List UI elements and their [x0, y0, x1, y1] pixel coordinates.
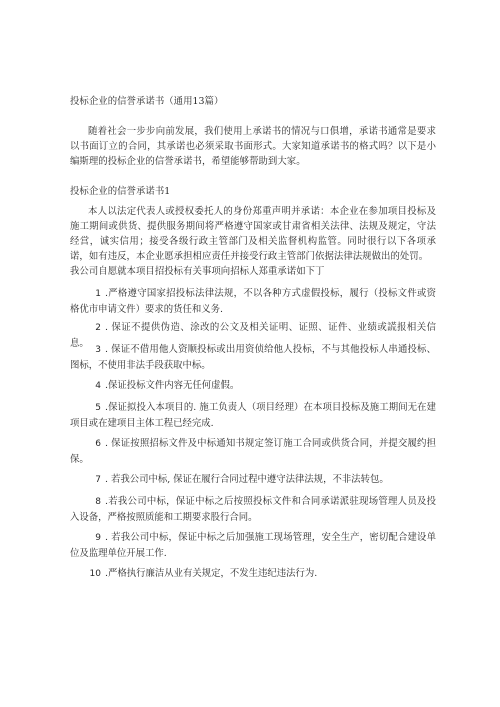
- item-text: . 保证不提供伪造、涂改的公文及相关证明、证照、证件、业绩或謊报相关信息。: [70, 322, 436, 349]
- item-text: .严格执行廉洁从业有关规定，不发生违纪违法行为.: [105, 568, 318, 579]
- list-item: [70, 494, 436, 525]
- intro-paragraph: 随着社会一步步向前发展，我们使用上承诺书的情况与口俱增，承诺书通常是要求以书面订立的合同，其承诺也必须采取书面形式。大家知道承诺书的格式吗？以下是小编斯理的投标企业的信誉承诺书，希望能够帮助到大家。: [70, 126, 436, 167]
- commitment-paragraph: 本人以法定代表人或授权委托人的身份郑重声明并承诺：本企业在参加项目投标及施工期间或供货、提供服务期间将严格遵守国家或甘肃省相关法律、法规及规定，守法经営，诚实信用；接受各级行政主管部门及相关监督机构监管。同时很行以下各项承诺，如有违反，本企业愿承担相应责任并接受行政主管部门依据法律法规做出的处罚。: [70, 206, 436, 262]
- item-text: .严格遵守国家招投标法律法规，不以各种方式虚假投标，履行（投标文件或资格优市申请文件）要求的货任和义务.: [70, 288, 436, 315]
- item-text: . 保证不借用他人资顺投标或出用资侦给他人投标，不与其他投标人串通投标、图标，不使用非法手段获取中标。: [70, 344, 436, 371]
- item-number: 4: [95, 381, 101, 391]
- list-item: [70, 342, 436, 373]
- list-item: [70, 378, 436, 394]
- list-item: [70, 436, 436, 467]
- item-text: . 若我公司中标, 保证在履行合同过程中遵守法律法规，不非法转包。: [105, 474, 389, 485]
- item-number: 8: [95, 497, 101, 507]
- item-text: .保证投标文件内容无任何虚假。: [105, 380, 240, 391]
- item-number: 2: [95, 323, 101, 333]
- item-text: . 保证按照招标文件及中标通知书规定签订施工合同或供货合同，并提交履约担保。: [70, 438, 436, 465]
- list-item: [70, 286, 436, 317]
- item-number: 9: [95, 533, 101, 543]
- section-title: 投标企业的信誉承诺书1: [70, 186, 171, 197]
- item-number: 10: [89, 569, 101, 579]
- list-item: [70, 400, 436, 431]
- item-text: . 若我公司中标，保证中标之后加强施工现场管理，安全生产，密切配合建设单位及监理单位开展工作.: [70, 532, 436, 559]
- item-text: .若我公司中标，保证中标之后按照投标文件和合同承诺派驻现场管理人员及投入设备，严格按照质能和工期要求股行合同。: [70, 496, 436, 523]
- item-number: 5: [95, 403, 101, 413]
- item-number: 1: [95, 289, 101, 299]
- pledge-intro: 我公司自愿就本项目招投标有关事项向招标人郑重承诺如下丁: [70, 266, 325, 277]
- item-number: 3: [95, 345, 101, 355]
- list-item: [70, 472, 436, 488]
- document-title: 投标企业的信誉承诺书（通用13篇）: [70, 96, 224, 107]
- list-item: [70, 530, 436, 561]
- item-text: .保证拟投入本项目的. 施工负责人（项目经理）在本项目投标及施工期间无在建项目或在建项目主体工程已经完成.: [70, 402, 436, 429]
- item-number: 6: [95, 439, 101, 449]
- list-item: [70, 566, 436, 582]
- item-number: 7: [95, 475, 101, 485]
